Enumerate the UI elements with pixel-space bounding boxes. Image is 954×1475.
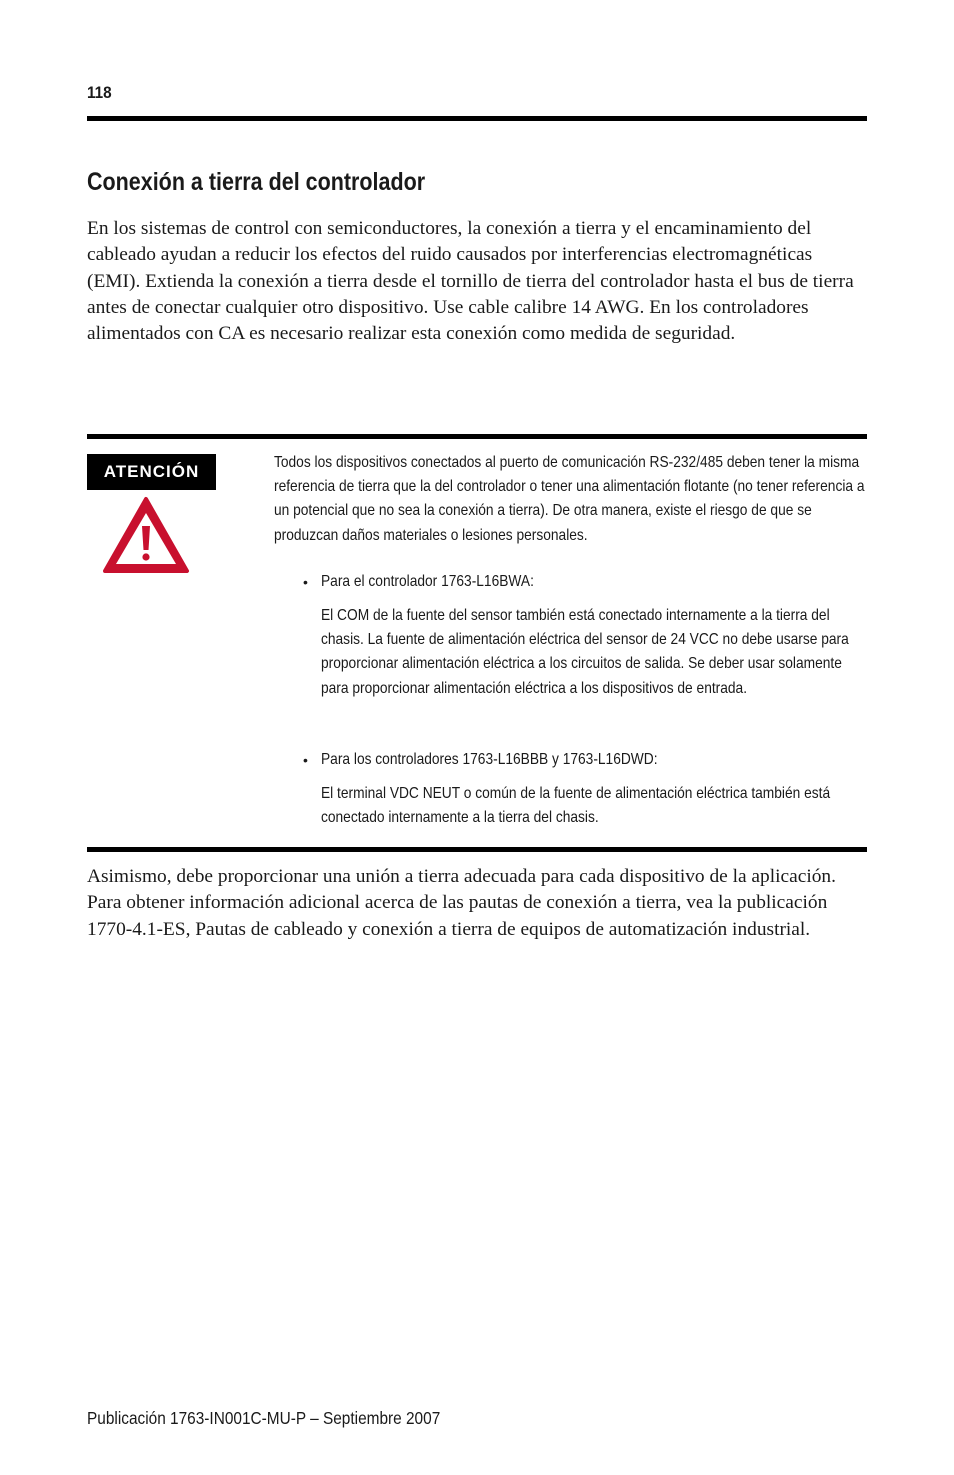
page-number: 118 [87,83,112,102]
attention-top-rule [87,434,867,439]
attention-text: Todos los dispositivos conectados al puerto de comunicación RS-232/485 deben tener la misma referencia de tierra que la del controlador o tener una alimentación flotante (no tener referencia a un potencial que no sea la conexión a tierra). De otra manera, existe el riesgo de que se produzcan daños materiales o lesiones personales. [274,454,865,544]
bullet-1: • [303,574,308,590]
header-rule [87,116,867,121]
attention-label: ATENCIÓN [87,454,216,490]
intro-paragraph: En los sistemas de control con semiconductores, la conexión a tierra y el encaminamiento del cableado ayudan a reducir los efectos del ruido causados por interferencias electromagnéticas (EMI). Extienda la conexión a tierra desde el tornillo de tierra del controlador hasta el bus de tierra antes de conectar cualquier otro dispositivo. Use cable calibre 14 AWG. En los controladores alimentados con CA es necesario realizar esta conexión como medida de seguridad. [87,218,854,345]
attention-item-description: El COM de la fuente del sensor también está conectado internamente a la tierra del chasis. La fuente de alimentación eléctrica del sensor de 24 VCC no debe usarse para proporcionar alimentación eléctrica a los circuitos de salida. Se deber usar solamente para proporcionar alimentación eléctrica a los dispositivos de entrada. [321,607,849,697]
attention-bottom-rule [87,847,867,852]
attention-item-description: El terminal VDC NEUT o común de la fuente de alimentación eléctrica también está conectado internamente a la tierra del chasis. [321,785,831,827]
attention-item-title: Para los controladores 1763-L16BBB y 1763-L16DWD: [321,751,658,768]
bullet-2: • [303,752,308,768]
warning-triangle-icon [102,496,190,574]
section-title: Conexión a tierra del controlador [87,168,426,196]
attention-item-title: Para el controlador 1763-L16BWA: [321,573,534,590]
closing-paragraph: Asimismo, debe proporcionar una unión a tierra adecuada para cada dispositivo de la aplicación. Para obtener información adicional acerca de las pautas de conexión a tierra, vea la publicación 1770-4.1-ES, Pautas de cableado y conexión a tierra de equipos de automatización industrial. [87,866,836,940]
footer-publication: Publicación 1763-IN001C-MU-P – Septiembre 2007 [87,1408,441,1428]
